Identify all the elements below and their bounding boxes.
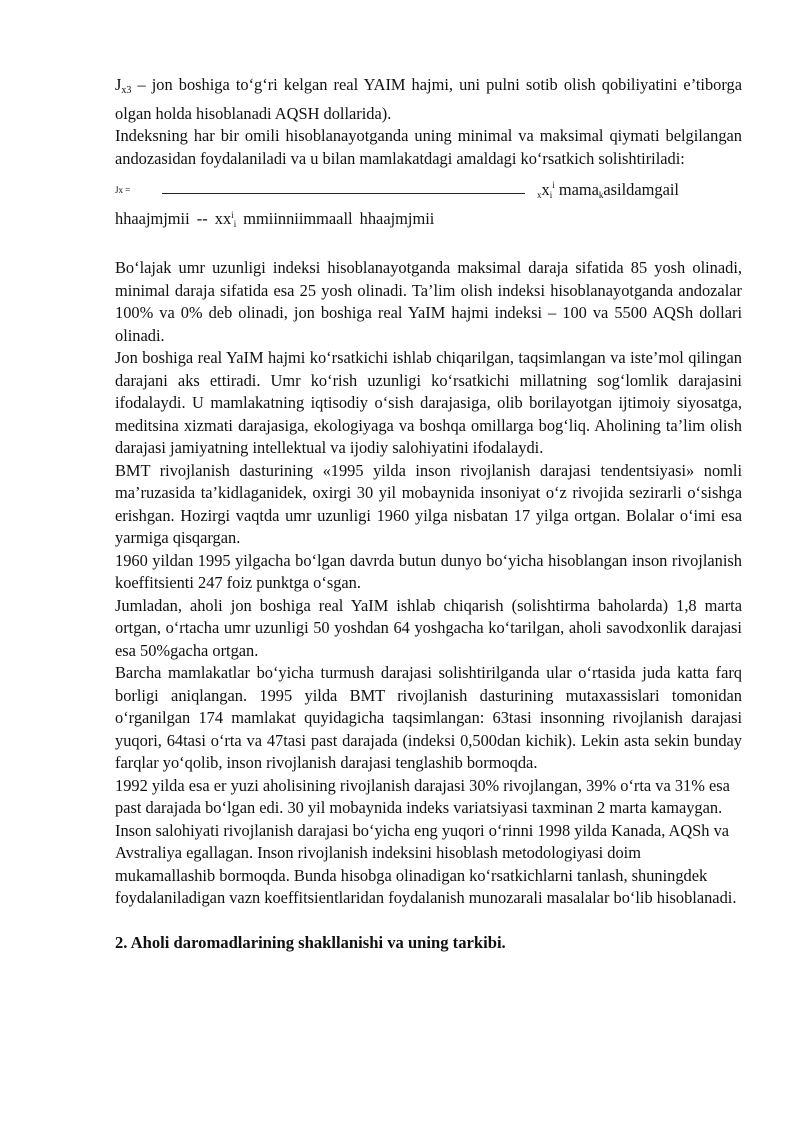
formula-numerator (537, 180, 679, 200)
formula-fraction-line (162, 193, 525, 194)
body-paragraph: Jon boshiga real YaIM hajmi ko‘rsatkichi ishlab chiqarilgan, taqsimlangan va iste’mol qilingan darajani aks ettiradi. Umr ko‘rish uzunligi ko‘rsatkichi millatning sog‘lomlik darajasini ifodalaydi. U mamlakatning iqtisodiy o‘sish darajasiga, olib borilayotgan ijtimoiy siyosatga, meditsina xizmati darajasiga, ekologiyaga va boshqa omillarga bog‘liq. Aholining ta’lim olish darajasi jamiyatning intellektual va ijodiy salohiyatini ifodalaydi. (115, 348, 742, 457)
formula-numerator-text2: asildamgail (603, 180, 679, 199)
formula-x: x (541, 180, 550, 199)
formula-pre-x: x (537, 190, 542, 200)
formula-sub-i: i (549, 190, 553, 200)
formula-denominator-text1: hhaajmjmii -- xx (115, 209, 232, 228)
jx3-definition-text: – jon boshiga to‘g‘ri kelgan real YAIM hajmi, uni pulni sotib olish qobiliyatini e’tiborga olgan holda hisoblanadi AQSH dollarida). (115, 75, 742, 123)
formula-sup-i: i (552, 180, 555, 190)
formula-lhs: Jx = (115, 185, 131, 195)
document-page (115, 74, 742, 954)
body-paragraph: 1992 yilda esa er yuzi aholisining rivojlanish darajasi 30% rivojlangan, 39% o‘rta va 31% esa past darajada bo‘lgan edi. 30 yil mobaynida indeks variatsiyasi taxminan 2 marta kamaygan. Inson salohiyati rivojlanish darajasi bo‘yicha eng yuqori o‘rinni 1998 yilda Kanada, AQSh va Avstraliya egallagan. Inson rivojlanish indeksini hisoblash metodologiyasi doim mukamallashib bormoqda. Bunda hisobga olinadigan ko‘rsatkichlarni tanlash, shuningdek foydalaniladigan vazn koeffitsientlaridan foydalanish munozarali masalalar bo‘lib hisoblanadi. (115, 775, 737, 907)
spacer (115, 910, 742, 932)
body-paragraph: BMT rivojlanish dasturining «1995 yilda inson rivojlanish darajasi tendentsiyasi» nomli ma’ruzasida ta’kidlaganidek, oxirgi 30 yil mobaynida insoniyat o‘z rivojida sezirarli o‘sishga erishgan. Hozirgi vaqtda umr uzunligi 1960 yilga nisbatan 17 yilga ortgan. Bolalar o‘imi esa yarmiga qisqargan. (115, 460, 742, 547)
body-paragraph: Bo‘lajak umr uzunligi indeksi hisoblanayotganda maksimal daraja sifatida 85 yosh olinadi, minimal daraja sifatida esa 25 yosh olinadi. Ta’lim olish indeksi hisoblanayotganda andozalar 100% va 0% deb olinadi, jon boshiga real YaIM hajmi indeksi – 100 va 5500 AQSh dollari olinadi. (115, 258, 742, 345)
index-formula (115, 178, 742, 204)
jx3-definition (115, 74, 742, 125)
spacer (115, 235, 742, 257)
index-method-paragraph: Indeksning har bir omili hisoblanayotganda uning minimal va maksimal qiymati belgilangan andozasidan foydalaniladi va u bilan mamlakatdagi amaldagi ko‘rsatkich solishtiriladi: (115, 126, 742, 168)
section-heading: 2. Aholi daromadlarining shakllanishi va uning tarkibi. (115, 932, 506, 952)
body-paragraph: 1960 yildan 1995 yilgacha bo‘lgan davrda butun dunyo bo‘yicha hisoblangan inson rivojlanish koeffitsienti 247 foiz punktga o‘sgan. (115, 550, 742, 592)
jx3-subscript: x3 (121, 85, 132, 96)
formula-numerator-text1: mama (554, 180, 599, 199)
formula-denominator-sub: i (233, 219, 237, 229)
formula-denominator-text2: mmiinniimmaall hhaajmjmii (236, 209, 435, 228)
formula-denominator (115, 204, 742, 235)
body-paragraph: Jumladan, aholi jon boshiga real YaIM ishlab chiqarish (solishtirma baholarda) 1,8 marta ortgan, o‘rtacha umr uzunligi 50 yoshdan 64 yoshgacha ko‘tarilgan, aholi savodxonlik darajasi esa 50%gacha ortgan. (115, 595, 742, 660)
jx3-symbol: J (115, 75, 122, 94)
formula-denominator-sup: i (231, 210, 234, 220)
body-paragraph: Barcha mamlakatlar bo‘yicha turmush darajasi solishtirilganda ular o‘rtasida juda katta farq borligi aniqlangan. 1995 yilda BMT rivojlanish dasturining mutaxassislari tomonidan o‘rganilgan 174 mamlakat quyidagicha taqsimlangan: 63tasi insonning rivojlanish darajasi yuqori, 64tasi o‘rta va 47tasi past darajada (indeksi 0,500dan kichik). Lekin asta sekin bunday farqlar yo‘qolib, inson rivojlanish darajasi tenglashib bormoqda. (115, 663, 742, 772)
formula-sub-k: k (598, 190, 604, 200)
